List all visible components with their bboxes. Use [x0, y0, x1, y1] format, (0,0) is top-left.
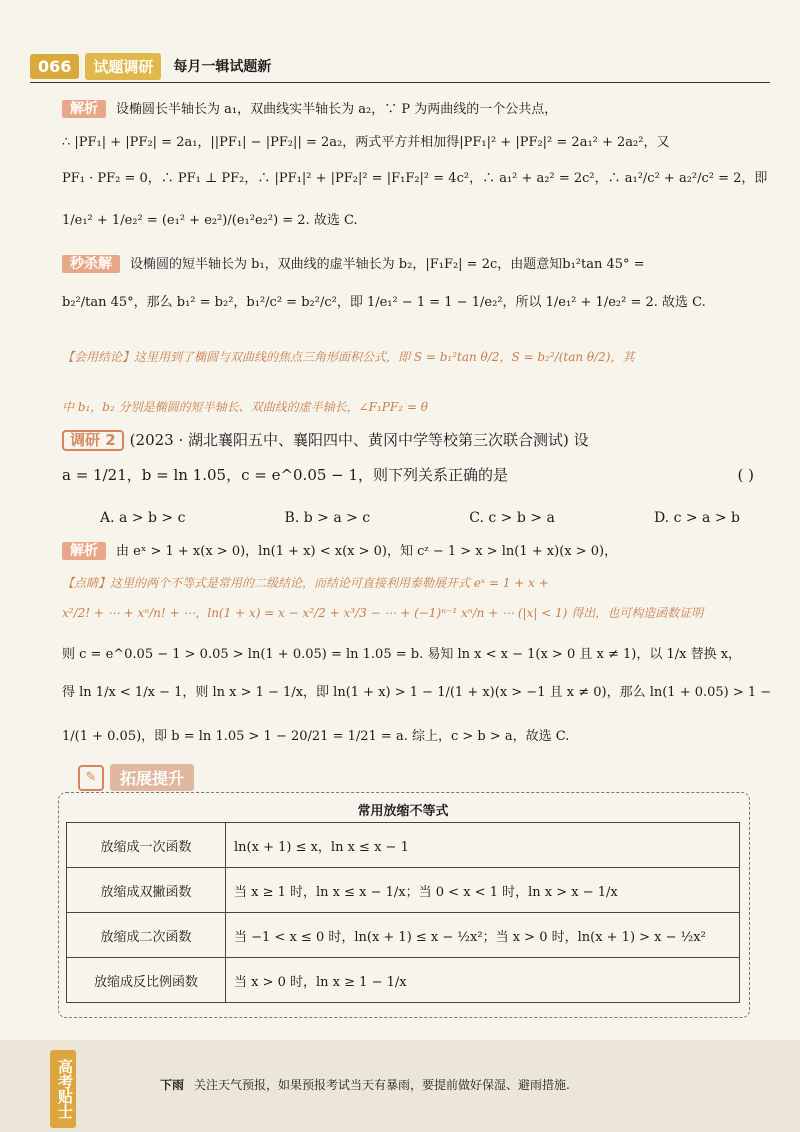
choice-a: A. a > b > c — [100, 510, 186, 526]
pencil-icon: ✎ — [78, 765, 104, 791]
quick-solution-label: 秒杀解 — [62, 255, 120, 273]
inequality-table — [66, 822, 740, 1003]
quick-line2: b₂²/tan 45°，那么 b₁² = b₂²，b₁²/c² = b₂²/c²，即 1/e₁² − 1 = 1 − 1/e₂²，所以 1/e₁² + 1/e₂² = 2. 故选 C. — [62, 295, 706, 310]
note1-line1: 【会用结论】这里用到了椭圆与双曲线的焦点三角形面积公式，即 S = b₁²tan θ/2，S = b₂²/(tan θ/2)，其 — [62, 350, 635, 364]
table-title: 常用放缩不等式 — [357, 804, 449, 819]
header-divider — [30, 82, 770, 83]
page-header — [30, 52, 271, 80]
footer-tip — [160, 1076, 570, 1093]
analysis1-line2: ∴ |PF₁| + |PF₂| = 2a₁，||PF₁| − |PF₂|| = 2a₂，两式平方并相加得|PF₁|² + |PF₂|² = 2a₁² + 2a₂²，又 — [62, 135, 670, 150]
page-number: 066 — [30, 54, 79, 79]
quick-line1: 秒杀解 设椭圆的短半轴长为 b₁，双曲线的虚半轴长为 b₂，|F₁F₂| = 2c，由题意知b₁²tan 45° = — [62, 255, 754, 273]
analysis1-line4: 1/e₁² + 1/e₂² = (e₁² + e₂²)/(e₁²e₂²) = 2. 故选 C. — [62, 213, 358, 228]
analysis2-line2: 则 c = e^0.05 − 1 > 0.05 > ln(1 + 0.05) = ln 1.05 = b. 易知 ln x < x − 1(x > 0 且 x ≠ 1)，以 1/x 替换 x， — [62, 647, 742, 662]
analysis2-line4: 1/(1 + 0.05)，即 b = ln 1.05 > 1 − 20/21 = 1/21 = a. 综上，c > b > a，故选 C. — [62, 729, 570, 744]
analysis-label: 解析 — [62, 100, 106, 118]
analysis1-line1: 解析 设椭圆长半轴长为 a₁，双曲线实半轴长为 a₂，∵ P 为两曲线的一个公共点， — [62, 100, 754, 118]
extension-title-text: 拓展提升 — [110, 764, 194, 791]
header-tag: 试题调研 — [85, 53, 161, 80]
footer-word: 下雨 — [160, 1078, 185, 1092]
question2-line1: 调研 2 (2023 · 湖北襄阳五中、襄阳四中、黄冈中学等校第三次联合测试) 设 — [62, 430, 754, 451]
note1-line2: 中 b₁，b₂ 分别是椭圆的短半轴长、双曲线的虚半轴长，∠F₁PF₂ = θ — [62, 400, 428, 414]
answer-choices — [100, 510, 740, 526]
note2-line1: 【点睛】这里的两个不等式是常用的二级结论，而结论可直接利用泰勒展开式 eˣ = 1 + x + — [62, 576, 549, 590]
analysis-label-2: 解析 — [62, 542, 106, 560]
question-label: 调研 2 — [62, 430, 124, 451]
choice-c: C. c > b > a — [469, 510, 555, 526]
table-row: 放缩成反比例函数 当 x > 0 时，ln x ≥ 1 − 1/x — [67, 958, 740, 1003]
question2-line2: a = 1/21，b = ln 1.05，c = e^0.05 − 1，则下列关系正确的是 ( ) — [62, 466, 754, 484]
extension-title — [78, 764, 194, 791]
header-subtitle: 每月一辑试题新 — [173, 59, 272, 75]
choice-d: D. c > a > b — [653, 510, 740, 526]
table-row: 放缩成二次函数 当 −1 < x ≤ 0 时，ln(x + 1) ≤ x − ½x²；当 x > 0 时，ln(x + 1) > x − ½x² — [67, 913, 740, 958]
note2-line2: x²/2! + ⋯ + xⁿ/n! + ⋯，ln(1 + x) = x − x²/2 + x³/3 − ⋯ + (−1)ⁿ⁻¹ xⁿ/n + ⋯ (|x| < 1) 得出，也可构造函数证明 — [62, 606, 704, 620]
answer-paren: ( ) — [737, 466, 754, 484]
analysis2-line3: 得 ln 1/x < 1/x − 1，则 ln x > 1 − 1/x，即 ln(1 + x) > 1 − 1/(1 + x)(x > −1 且 x ≠ 0)，那么 ln(1 + 0.05) > 1 − — [62, 685, 772, 700]
table-row: 放缩成双撇函数 当 x ≥ 1 时，ln x ≤ x − 1/x；当 0 < x < 1 时，ln x > x − 1/x — [67, 868, 740, 913]
table-row: 放缩成一次函数 ln(x + 1) ≤ x，ln x ≤ x − 1 — [67, 823, 740, 868]
choice-b: B. b > a > c — [284, 510, 371, 526]
footer-text: 关注天气预报，如果预报考试当天有暴雨，要提前做好保湿、避雨措施. — [194, 1078, 570, 1092]
side-tag: 高考贴士 — [50, 1050, 76, 1128]
analysis1-line3: PF₁ · PF₂ = 0，∴ PF₁ ⊥ PF₂，∴ |PF₁|² + |PF₂|² = |F₁F₂|² = 4c²，∴ a₁² + a₂² = 2c²，∴ a₁²/c² + a₂²/c² = 2，即 — [62, 171, 768, 186]
analysis2-line1: 解析 由 eˣ > 1 + x(x > 0)，ln(1 + x) < x(x > 0)，知 cᶻ − 1 > x > ln(1 + x)(x > 0)， — [62, 542, 754, 560]
